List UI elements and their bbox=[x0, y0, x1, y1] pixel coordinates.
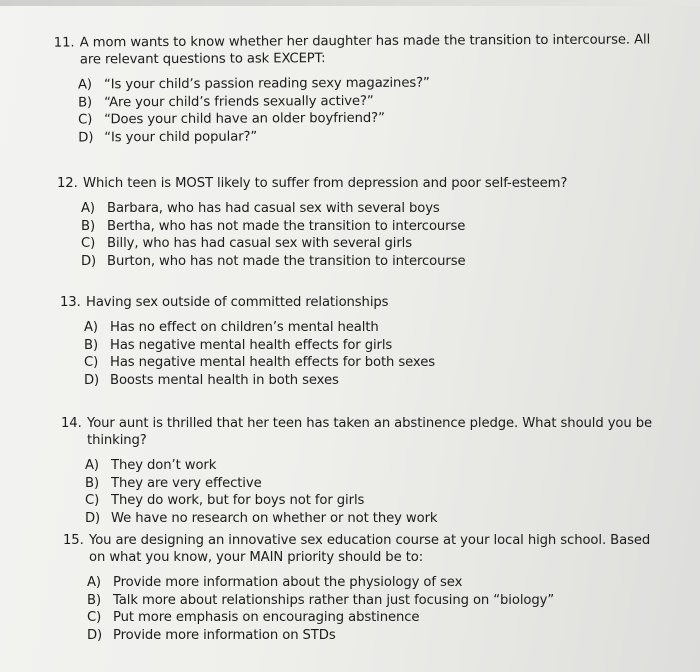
option-letter: C) bbox=[87, 610, 102, 625]
option-letter: D) bbox=[84, 372, 100, 388]
option-d bbox=[81, 253, 657, 271]
question-12 bbox=[57, 175, 657, 270]
option-a bbox=[84, 319, 660, 337]
option-letter: A) bbox=[87, 575, 101, 590]
option-letter: B) bbox=[84, 337, 98, 353]
option-letter: D) bbox=[87, 627, 103, 643]
answer-options bbox=[84, 319, 660, 389]
option-a bbox=[87, 574, 663, 592]
option-letter: D) bbox=[85, 510, 101, 526]
option-a bbox=[85, 457, 681, 475]
option-letter: C) bbox=[78, 112, 93, 128]
option-text: Provide more information on STDs bbox=[113, 627, 336, 643]
option-letter: A) bbox=[81, 201, 95, 216]
option-text: They do work, but for boys not for girls bbox=[111, 493, 365, 508]
question-text: A mom wants to know whether her daughter has made the transition to intercourse. All are relevant questions to ask EXCEPT: bbox=[79, 32, 651, 68]
question-number: 11. bbox=[53, 35, 75, 51]
option-letter: B) bbox=[85, 475, 99, 491]
option-text: Provide more information about the physiology of sex bbox=[113, 575, 463, 590]
option-letter: C) bbox=[85, 493, 100, 508]
option-text: “Does your child have an older boyfriend?” bbox=[104, 110, 385, 128]
question-stem bbox=[60, 294, 660, 311]
option-text: They don’t work bbox=[111, 458, 217, 473]
option-letter: B) bbox=[78, 94, 93, 110]
option-letter: A) bbox=[84, 320, 98, 335]
option-d bbox=[87, 627, 663, 645]
option-letter: B) bbox=[87, 592, 101, 608]
option-text: Burton, who has not made the transition to intercourse bbox=[107, 253, 466, 269]
option-text: They are very effective bbox=[111, 475, 262, 491]
option-text: Bertha, who has not made the transition to intercourse bbox=[107, 218, 466, 234]
option-letter: C) bbox=[84, 355, 99, 370]
question-number: 15. bbox=[63, 533, 84, 548]
option-text: We have no research on whether or not they work bbox=[111, 510, 438, 526]
question-number: 12. bbox=[57, 176, 78, 191]
option-text: “Are your child’s friends sexually active?” bbox=[104, 93, 374, 110]
option-a bbox=[81, 200, 657, 218]
option-text: Has negative mental health effects for girls bbox=[110, 337, 393, 353]
question-stem bbox=[61, 415, 681, 449]
option-letter: A) bbox=[85, 458, 99, 473]
option-text: Has no effect on children’s mental health bbox=[110, 320, 379, 335]
question-text: You are designing an innovative sex education course at your local high school. Based on what you know, your MAIN priority should be to: bbox=[89, 533, 651, 565]
answer-options bbox=[81, 200, 657, 270]
question-14 bbox=[61, 415, 681, 527]
option-b bbox=[85, 475, 681, 493]
option-text: Billy, who has had casual sex with several girls bbox=[107, 236, 413, 251]
question-number: 14. bbox=[61, 416, 82, 431]
option-text: “Is your child’s passion reading sexy magazines?” bbox=[103, 75, 430, 93]
question-15 bbox=[63, 532, 663, 644]
cropped-header-strip bbox=[0, 0, 700, 6]
question-text: Having sex outside of committed relationships bbox=[86, 295, 389, 310]
question-stem bbox=[63, 532, 663, 566]
option-text: Boosts mental health in both sexes bbox=[110, 372, 339, 388]
question-stem bbox=[57, 175, 657, 192]
option-b bbox=[81, 218, 657, 236]
question-text: Your aunt is thrilled that her teen has taken an abstinence pledge. What should you be thinking? bbox=[87, 416, 653, 448]
option-text: Talk more about relationships rather than just focusing on “biology” bbox=[113, 592, 555, 608]
question-13 bbox=[60, 294, 660, 389]
option-d bbox=[78, 126, 654, 147]
option-text: Put more emphasis on encouraging abstinence bbox=[113, 610, 420, 625]
option-letter: B) bbox=[81, 218, 95, 234]
option-letter: C) bbox=[81, 236, 96, 251]
option-letter: D) bbox=[78, 129, 94, 145]
question-text: Which teen is MOST likely to suffer from depression and poor self-esteem? bbox=[83, 176, 568, 191]
option-b bbox=[87, 592, 663, 610]
option-letter: D) bbox=[81, 253, 97, 269]
option-d bbox=[84, 372, 660, 390]
option-text: “Is your child popular?” bbox=[104, 129, 258, 145]
option-c bbox=[85, 492, 681, 510]
option-b bbox=[84, 337, 660, 355]
question-number: 13. bbox=[60, 295, 81, 310]
option-c bbox=[87, 609, 663, 627]
option-text: Barbara, who has had casual sex with several boys bbox=[107, 201, 440, 216]
option-c bbox=[84, 354, 660, 372]
answer-options bbox=[85, 457, 681, 527]
option-letter: A) bbox=[77, 77, 92, 93]
option-c bbox=[81, 235, 657, 253]
answer-options bbox=[87, 574, 663, 644]
question-stem bbox=[54, 31, 654, 68]
question-11 bbox=[54, 31, 655, 146]
answer-options bbox=[78, 73, 654, 146]
option-d bbox=[85, 510, 681, 528]
option-text: Has negative mental health effects for both sexes bbox=[110, 355, 436, 370]
